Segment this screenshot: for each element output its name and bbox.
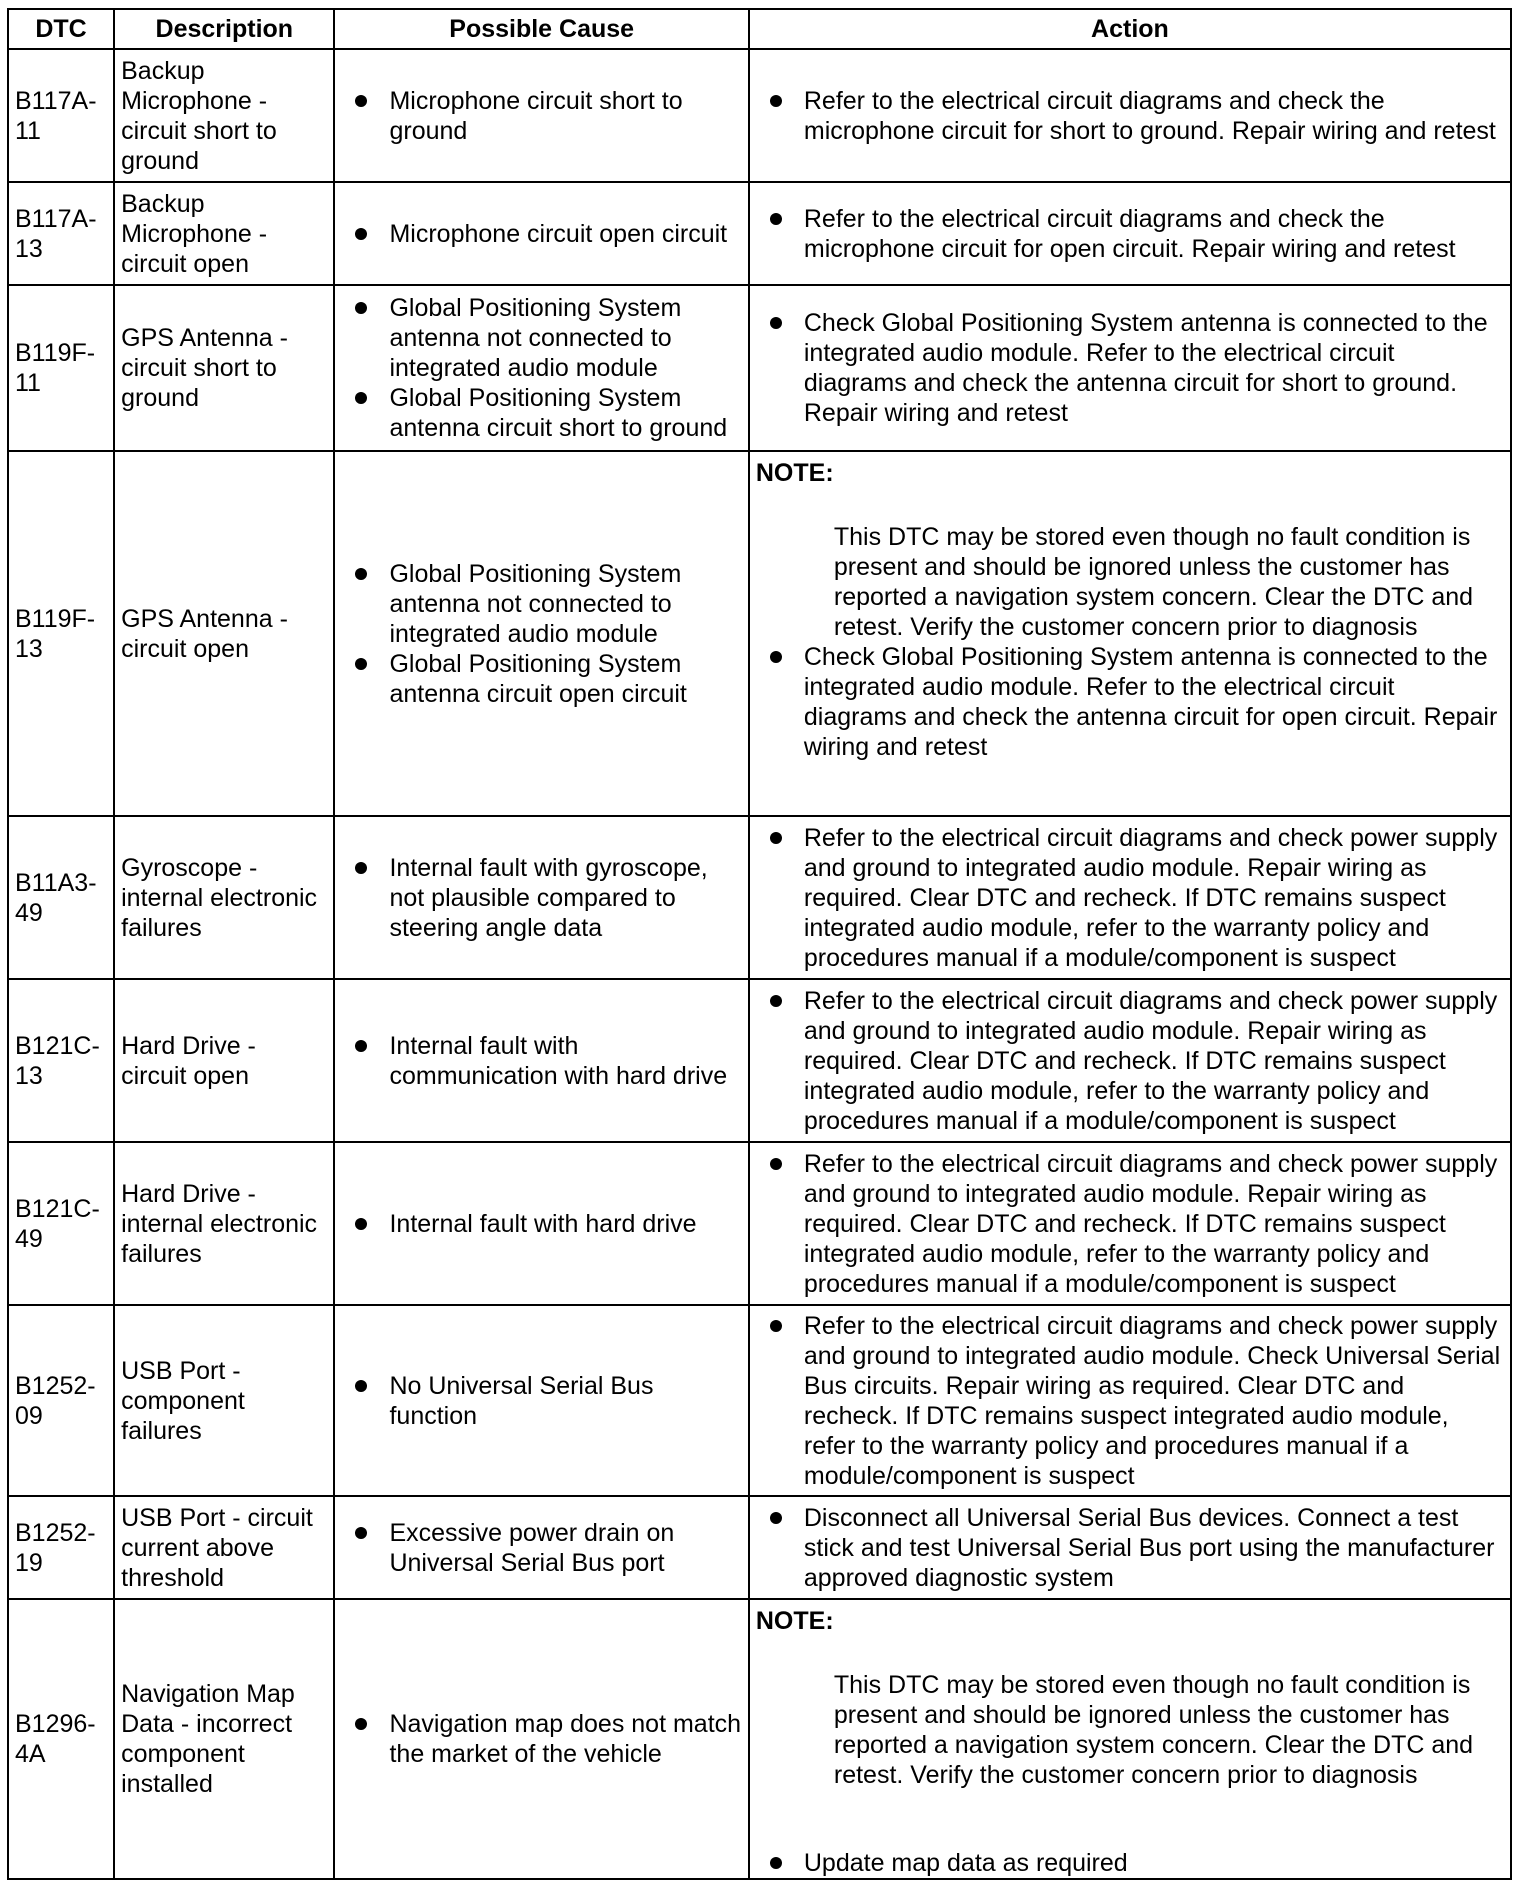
action-item: Check Global Positioning System antenna is connected to the integrated audio module. Refer to the electrical circuit diagrams and check the antenna circuit for short to ground. Repair wiring and retest <box>804 308 1504 428</box>
table-row <box>8 451 1511 816</box>
cause-item: Microphone circuit short to ground <box>389 86 741 146</box>
table-row <box>8 285 1511 451</box>
dtc-code: B1252-19 <box>8 1496 114 1599</box>
possible-cause <box>334 182 748 285</box>
action <box>749 1496 1511 1599</box>
cause-item: Global Positioning System antenna not connected to integrated audio module <box>389 559 741 649</box>
action <box>749 1142 1511 1305</box>
table-row <box>8 816 1511 979</box>
action <box>749 182 1511 285</box>
action <box>749 1599 1511 1879</box>
action <box>749 285 1511 451</box>
dtc-table <box>7 8 1512 1880</box>
action-item: Refer to the electrical circuit diagrams and check power supply and ground to integrated audio module. Repair wiring as required. Clear DTC and recheck. If DTC remains suspect integrated audio module, refer to the warranty policy and procedures manual if a module/component is suspect <box>804 1149 1504 1299</box>
table-row <box>8 49 1511 182</box>
action-item: Check Global Positioning System antenna is connected to the integrated audio module. Refer to the electrical circuit diagrams and check the antenna circuit for open circuit. Repair wiring and retest <box>804 642 1504 762</box>
possible-cause <box>334 49 748 182</box>
note-text: This DTC may be stored even though no fault condition is present and should be ignored unless the customer has reported a navigation system concern. Clear the DTC and retest. Verify the customer concern prior to diagnosis <box>833 523 1474 641</box>
dtc-description: USB Port - component failures <box>114 1305 334 1496</box>
action <box>749 1305 1511 1496</box>
dtc-code: B121C-49 <box>8 1142 114 1305</box>
action <box>749 49 1511 182</box>
dtc-code: B121C-13 <box>8 979 114 1142</box>
dtc-description: Gyroscope - internal electronic failures <box>114 816 334 979</box>
possible-cause <box>334 979 748 1142</box>
cause-item: Internal fault with gyroscope, not plausible compared to steering angle data <box>389 853 741 943</box>
table-row <box>8 1142 1511 1305</box>
possible-cause <box>334 285 748 451</box>
action-item: Refer to the electrical circuit diagrams and check power supply and ground to integrated audio module. Repair wiring as required. Clear DTC and recheck. If DTC remains suspect integrated audio module, refer to the warranty policy and procedures manual if a module/component is suspect <box>804 986 1504 1136</box>
dtc-description: Backup Microphone - circuit open <box>114 182 334 285</box>
cause-item: Global Positioning System antenna circuit short to ground <box>389 383 741 443</box>
note-text: This DTC may be stored even though no fault condition is present and should be ignored unless the customer has reported a navigation system concern. Clear the DTC and retest. Verify the customer concern prior to diagnosis <box>833 1671 1474 1789</box>
dtc-code: B119F-11 <box>8 285 114 451</box>
header-dtc: DTC <box>8 9 114 49</box>
note-label: NOTE: <box>755 1607 834 1635</box>
possible-cause <box>334 1142 748 1305</box>
possible-cause <box>334 816 748 979</box>
header-possible-cause: Possible Cause <box>334 9 748 49</box>
possible-cause <box>334 1599 748 1879</box>
table-row <box>8 182 1511 285</box>
action-item: Update map data as required <box>804 1848 1504 1878</box>
note-label: NOTE: <box>755 459 834 487</box>
action-item: Disconnect all Universal Serial Bus devices. Connect a test stick and test Universal Serial Bus port using the manufacturer approved diagnostic system <box>804 1503 1504 1593</box>
action-item: Refer to the electrical circuit diagrams and check power supply and ground to integrated audio module. Check Universal Serial Bus circuits. Repair wiring as required. Clear DTC and recheck. If DTC remains suspect integrated audio module, refer to the warranty policy and procedures manual if a module/component is suspect <box>804 1311 1504 1491</box>
cause-item: Navigation map does not match the market of the vehicle <box>389 1710 742 1768</box>
cause-item: Microphone circuit open circuit <box>389 219 741 249</box>
dtc-code: B11A3-49 <box>8 816 114 979</box>
action-item: Refer to the electrical circuit diagrams and check the microphone circuit for short to ground. Repair wiring and retest <box>804 86 1504 146</box>
action <box>749 451 1511 816</box>
dtc-description: Hard Drive - internal electronic failures <box>114 1142 334 1305</box>
cause-item: Internal fault with communication with hard drive <box>389 1031 741 1091</box>
possible-cause <box>334 1305 748 1496</box>
action <box>749 816 1511 979</box>
table-row <box>8 979 1511 1142</box>
dtc-code: B1296-4A <box>8 1599 114 1879</box>
dtc-code: B119F-13 <box>8 451 114 816</box>
dtc-description: USB Port - circuit current above threshold <box>114 1496 334 1599</box>
header-description: Description <box>114 9 334 49</box>
cause-item: No Universal Serial Bus function <box>389 1371 741 1431</box>
dtc-description: Hard Drive - circuit open <box>114 979 334 1142</box>
action-item: Refer to the electrical circuit diagrams and check the microphone circuit for open circuit. Repair wiring and retest <box>804 204 1504 264</box>
dtc-code: B117A-13 <box>8 182 114 285</box>
header-row <box>8 9 1511 49</box>
table-row <box>8 1305 1511 1496</box>
action-item: Refer to the electrical circuit diagrams and check power supply and ground to integrated audio module. Repair wiring as required. Clear DTC and recheck. If DTC remains suspect integrated audio module, refer to the warranty policy and procedures manual if a module/component is suspect <box>804 823 1504 973</box>
dtc-description: Backup Microphone - circuit short to ground <box>114 49 334 182</box>
dtc-description: GPS Antenna - circuit open <box>114 451 334 816</box>
table-row <box>8 1599 1511 1879</box>
dtc-code: B1252-09 <box>8 1305 114 1496</box>
dtc-description: Navigation Map Data - incorrect component installed <box>114 1599 334 1879</box>
table-row <box>8 1496 1511 1599</box>
dtc-description: GPS Antenna - circuit short to ground <box>114 285 334 451</box>
cause-item: Internal fault with hard drive <box>389 1209 741 1239</box>
cause-item: Global Positioning System antenna circuit open circuit <box>389 649 741 709</box>
possible-cause <box>334 1496 748 1599</box>
header-action: Action <box>749 9 1511 49</box>
dtc-code: B117A-11 <box>8 49 114 182</box>
cause-item: Global Positioning System antenna not connected to integrated audio module <box>389 293 741 383</box>
possible-cause <box>334 451 748 816</box>
cause-item: Excessive power drain on Universal Serial Bus port <box>389 1518 741 1578</box>
action <box>749 979 1511 1142</box>
